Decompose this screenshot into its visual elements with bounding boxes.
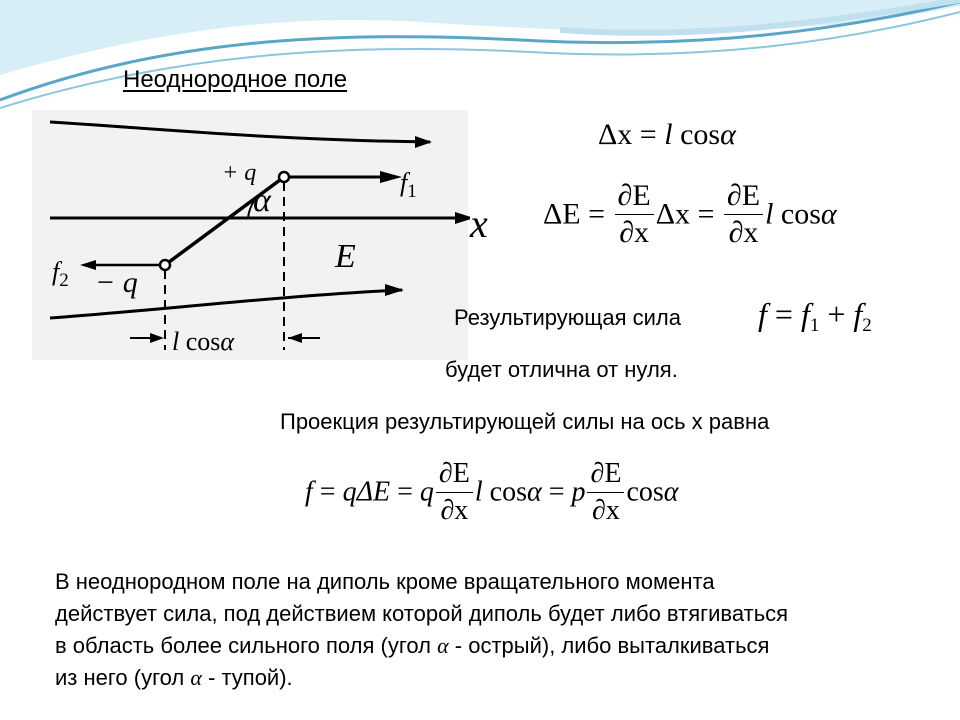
label-field-E: E bbox=[335, 238, 356, 275]
label-l-cos-alpha: l cosα bbox=[172, 327, 235, 356]
formula-projection: f = qΔE = q $\frac{\partial E}{\partial x}$ l cosα = p $\frac{\partial E}{\partial x}$ cosα bbox=[305, 456, 678, 529]
fraction-dE-dx-1: $\frac{\partial E}{\partial x}$ bbox=[615, 178, 654, 251]
fraction-dE-dx-3: $\frac{\partial E}{\partial x}$ bbox=[436, 456, 473, 529]
text-resulting-force: Результирующая сила bbox=[454, 305, 681, 330]
label-f1: $f_1$ bbox=[400, 168, 417, 202]
text-projection: Проекция результирующей силы на ось х равна bbox=[280, 409, 770, 434]
fraction-dE-dx-2: $\frac{\partial E}{\partial x}$ bbox=[724, 178, 763, 251]
label-minus-q: − q bbox=[95, 266, 138, 299]
formula-force-sum: $f = f_1 + f_2$ bbox=[758, 296, 872, 336]
positive-charge bbox=[279, 172, 289, 182]
dipole-diagram bbox=[30, 110, 470, 365]
paragraph-line-4: из него (угол α - тупой). bbox=[55, 665, 293, 690]
formula-delta-x: Δx = l cosα bbox=[598, 118, 736, 151]
negative-charge bbox=[160, 260, 170, 270]
label-axis-x: x bbox=[470, 201, 488, 246]
text-nonzero: будет отлична от нуля. bbox=[445, 357, 678, 382]
label-f2: $f_2$ bbox=[52, 257, 69, 291]
paragraph-line-1: В неоднородном поле на диполь кроме вращательного момента bbox=[55, 569, 715, 594]
fraction-dE-dx-4: $\frac{\partial E}{\partial x}$ bbox=[587, 456, 624, 529]
slide-title: Неоднородное поле bbox=[123, 66, 348, 93]
diagram-background bbox=[32, 110, 468, 360]
label-alpha: α bbox=[253, 182, 271, 219]
paragraph-line-3: в область более сильного поля (угол α - острый), либо выталкиваться bbox=[55, 633, 770, 658]
label-plus-q: + q bbox=[222, 160, 257, 186]
paragraph-line-2: действует сила, под действием которой диполь будет либо втягиваться bbox=[55, 601, 789, 626]
conclusion-paragraph bbox=[55, 566, 788, 694]
formula-delta-E: ΔE = $\frac{\partial E}{\partial x}$ Δx = $\frac{\partial E}{\partial x}$ l cosα bbox=[543, 179, 837, 249]
